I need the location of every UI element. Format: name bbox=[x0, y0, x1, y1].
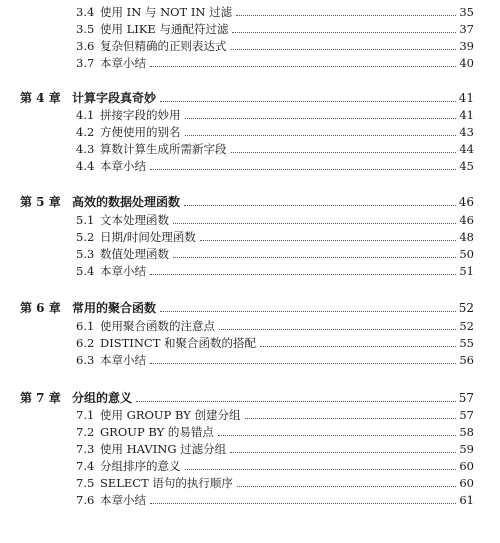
page-number: 44 bbox=[456, 140, 474, 158]
section-title: 复杂但精确的正则表达式 bbox=[100, 39, 227, 53]
dot-leader bbox=[185, 469, 474, 470]
dot-leader bbox=[230, 452, 474, 453]
section-number: 6.1 bbox=[76, 319, 95, 333]
dot-leader bbox=[150, 169, 474, 170]
section-title: 日期/时间处理函数 bbox=[100, 230, 196, 244]
toc-section-entry bbox=[0, 317, 500, 335]
section-title: 本章小结 bbox=[100, 493, 146, 507]
toc-section-entry bbox=[0, 245, 500, 263]
section-title: SELECT 语句的执行顺序 bbox=[100, 476, 233, 490]
section-title: 本章小结 bbox=[100, 56, 146, 70]
dot-leader bbox=[231, 152, 474, 153]
dot-leader bbox=[150, 66, 474, 67]
toc-section-entry bbox=[0, 334, 500, 352]
page-number: 45 bbox=[456, 157, 474, 175]
section-number: 4.1 bbox=[76, 108, 95, 122]
toc-section-entry bbox=[0, 157, 500, 175]
page-number: 37 bbox=[456, 20, 474, 38]
toc-section-entry bbox=[0, 3, 500, 21]
page-number: 57 bbox=[456, 406, 474, 424]
chapter-number: 第 6 章 bbox=[20, 301, 61, 315]
section-number: 3.5 bbox=[76, 22, 95, 36]
chapter-title: 分组的意义 bbox=[72, 391, 133, 405]
toc-section-entry bbox=[0, 211, 500, 229]
toc-section-entry bbox=[0, 37, 500, 55]
section-title: 分组排序的意义 bbox=[100, 459, 181, 473]
section-number: 7.5 bbox=[76, 476, 95, 490]
toc-section-entry bbox=[0, 474, 500, 492]
section-title: 本章小结 bbox=[100, 264, 146, 278]
section-number: 4.2 bbox=[76, 125, 95, 139]
page-number: 48 bbox=[456, 228, 474, 246]
chapter-number: 第 4 章 bbox=[20, 91, 61, 105]
dot-leader bbox=[160, 311, 474, 312]
dot-leader bbox=[237, 486, 474, 487]
chapter-number: 第 7 章 bbox=[20, 391, 61, 405]
page-number: 46 bbox=[456, 211, 474, 229]
dot-leader bbox=[245, 418, 474, 419]
page-number: 60 bbox=[456, 457, 474, 475]
section-title: 使用 LIKE 与通配符过滤 bbox=[100, 22, 229, 36]
section-number: 7.3 bbox=[76, 442, 95, 456]
chapter-title: 常用的聚合函数 bbox=[72, 301, 157, 315]
dot-leader bbox=[173, 257, 474, 258]
section-number: 5.3 bbox=[76, 247, 95, 261]
dot-leader bbox=[150, 363, 474, 364]
toc-section-entry bbox=[0, 406, 500, 424]
section-number: 7.4 bbox=[76, 459, 95, 473]
dot-leader bbox=[219, 329, 474, 330]
chapter-number: 第 5 章 bbox=[20, 195, 61, 209]
section-title: GROUP BY 的易错点 bbox=[100, 425, 214, 439]
section-number: 3.6 bbox=[76, 39, 95, 53]
dot-leader bbox=[136, 401, 474, 402]
section-number: 7.1 bbox=[76, 408, 95, 422]
section-number: 7.6 bbox=[76, 493, 95, 507]
page-number: 43 bbox=[456, 123, 474, 141]
toc-section-entry bbox=[0, 106, 500, 124]
dot-leader bbox=[218, 435, 474, 436]
dot-leader bbox=[173, 223, 474, 224]
dot-leader bbox=[232, 32, 474, 33]
dot-leader bbox=[185, 118, 474, 119]
dot-leader bbox=[184, 205, 474, 206]
section-title: 拼接字段的妙用 bbox=[100, 108, 181, 122]
toc-section-entry bbox=[0, 457, 500, 475]
toc-chapter-entry bbox=[0, 193, 500, 211]
toc-chapter-entry bbox=[0, 389, 500, 407]
section-number: 4.3 bbox=[76, 142, 95, 156]
toc-section-entry bbox=[0, 140, 500, 158]
page-number: 35 bbox=[456, 3, 474, 21]
toc-section-entry bbox=[0, 262, 500, 280]
dot-leader bbox=[150, 503, 474, 504]
section-number: 5.4 bbox=[76, 264, 95, 278]
page-number: 59 bbox=[456, 440, 474, 458]
toc-section-entry bbox=[0, 423, 500, 441]
dot-leader bbox=[185, 135, 474, 136]
dot-leader bbox=[231, 49, 474, 50]
toc-section-entry bbox=[0, 20, 500, 38]
page-number: 46 bbox=[456, 193, 474, 211]
page-number: 60 bbox=[456, 474, 474, 492]
page-number: 61 bbox=[456, 491, 474, 509]
section-title: 算数计算生成所需新字段 bbox=[100, 142, 227, 156]
toc-chapter-entry bbox=[0, 89, 500, 107]
toc-chapter-entry bbox=[0, 299, 500, 317]
page-number: 52 bbox=[456, 317, 474, 335]
page-number: 39 bbox=[456, 37, 474, 55]
chapter-title: 计算字段真奇妙 bbox=[72, 91, 157, 105]
page-number: 52 bbox=[456, 299, 474, 317]
section-number: 6.2 bbox=[76, 336, 95, 350]
toc-section-entry bbox=[0, 351, 500, 369]
section-title: 方便使用的别名 bbox=[100, 125, 181, 139]
section-title: 使用聚合函数的注意点 bbox=[100, 319, 215, 333]
dot-leader bbox=[200, 240, 474, 241]
chapter-title: 高效的数据处理函数 bbox=[72, 195, 181, 209]
section-number: 5.1 bbox=[76, 213, 95, 227]
page-number: 57 bbox=[456, 389, 474, 407]
section-title: DISTINCT 和聚合函数的搭配 bbox=[100, 336, 257, 350]
section-number: 6.3 bbox=[76, 353, 95, 367]
toc-section-entry bbox=[0, 228, 500, 246]
section-title: 文本处理函数 bbox=[100, 213, 169, 227]
page-number: 58 bbox=[456, 423, 474, 441]
section-title: 使用 HAVING 过滤分组 bbox=[100, 442, 227, 456]
toc-section-entry bbox=[0, 440, 500, 458]
section-number: 7.2 bbox=[76, 425, 95, 439]
section-title: 本章小结 bbox=[100, 353, 146, 367]
section-title: 使用 GROUP BY 创建分组 bbox=[100, 408, 241, 422]
section-title: 数值处理函数 bbox=[100, 247, 169, 261]
dot-leader bbox=[150, 274, 474, 275]
page-number: 55 bbox=[456, 334, 474, 352]
dot-leader bbox=[260, 346, 474, 347]
section-number: 3.4 bbox=[76, 5, 95, 19]
dot-leader bbox=[236, 15, 474, 16]
page-number: 40 bbox=[456, 54, 474, 72]
toc-section-entry bbox=[0, 123, 500, 141]
section-number: 3.7 bbox=[76, 56, 95, 70]
page-number: 56 bbox=[456, 351, 474, 369]
section-number: 5.2 bbox=[76, 230, 95, 244]
toc-section-entry bbox=[0, 491, 500, 509]
page-number: 41 bbox=[456, 106, 474, 124]
toc-section-entry bbox=[0, 54, 500, 72]
page-number: 41 bbox=[456, 89, 474, 107]
section-title: 使用 IN 与 NOT IN 过滤 bbox=[100, 5, 233, 19]
dot-leader bbox=[160, 101, 474, 102]
section-title: 本章小结 bbox=[100, 159, 146, 173]
page-number: 50 bbox=[456, 245, 474, 263]
section-number: 4.4 bbox=[76, 159, 95, 173]
page-number: 51 bbox=[456, 262, 474, 280]
